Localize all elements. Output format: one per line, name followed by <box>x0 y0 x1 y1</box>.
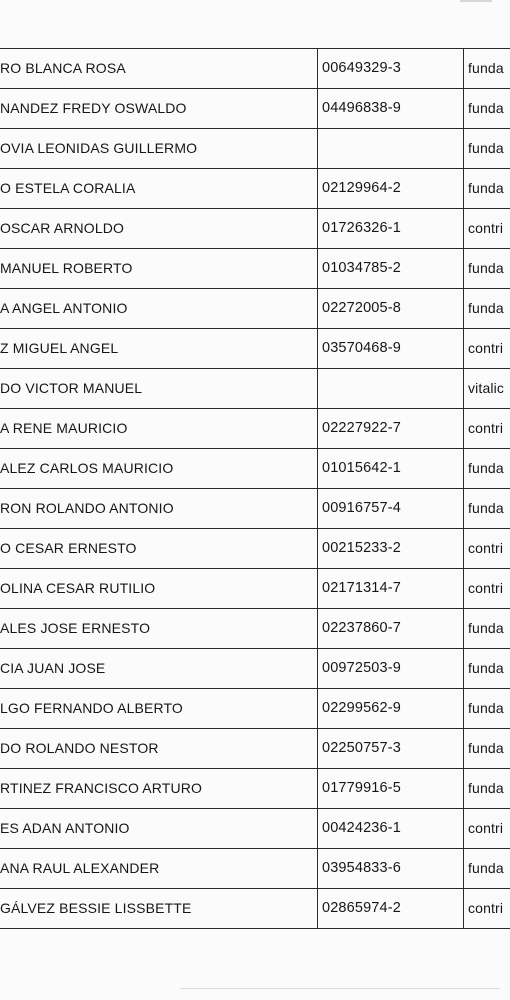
member-name-cell: ALES JOSE ERNESTO <box>0 609 318 649</box>
member-type-cell: contri <box>464 889 510 929</box>
member-name-cell: ALEZ CARLOS MAURICIO <box>0 449 318 489</box>
member-name-cell: OSCAR ARNOLDO <box>0 209 318 249</box>
member-type-cell: funda <box>464 449 510 489</box>
member-type-cell: funda <box>464 849 510 889</box>
member-type-cell: funda <box>464 649 510 689</box>
member-name-cell: RO BLANCA ROSA <box>0 49 318 89</box>
table-row <box>0 169 510 209</box>
table-row <box>0 649 510 689</box>
member-name-cell: NANDEZ FREDY OSWALDO <box>0 89 318 129</box>
page-bottom-scan-line <box>180 988 500 989</box>
member-type-cell: contri <box>464 409 510 449</box>
table-row <box>0 409 510 449</box>
member-code-cell: 00424236-1 <box>318 809 464 849</box>
member-name-cell: A RENE MAURICIO <box>0 409 318 449</box>
member-name-cell: A ANGEL ANTONIO <box>0 289 318 329</box>
table-row <box>0 609 510 649</box>
member-type-cell: funda <box>464 89 510 129</box>
table-row <box>0 849 510 889</box>
member-name-cell: ES ADAN ANTONIO <box>0 809 318 849</box>
member-code-cell <box>318 129 464 169</box>
member-type-cell: contri <box>464 809 510 849</box>
table-row <box>0 89 510 129</box>
member-code-cell: 02171314-7 <box>318 569 464 609</box>
member-type-cell: funda <box>464 609 510 649</box>
member-name-cell: RTINEZ FRANCISCO ARTURO <box>0 769 318 809</box>
member-name-cell: MANUEL ROBERTO <box>0 249 318 289</box>
member-code-cell: 02227922-7 <box>318 409 464 449</box>
member-type-cell: funda <box>464 729 510 769</box>
table-row <box>0 289 510 329</box>
member-code-cell: 02129964-2 <box>318 169 464 209</box>
member-code-cell <box>318 369 464 409</box>
member-name-cell: DO VICTOR MANUEL <box>0 369 318 409</box>
table-row <box>0 329 510 369</box>
member-name-cell: ANA RAUL ALEXANDER <box>0 849 318 889</box>
member-name-cell: LGO FERNANDO ALBERTO <box>0 689 318 729</box>
table-row <box>0 209 510 249</box>
member-code-cell: 02299562-9 <box>318 689 464 729</box>
member-code-cell: 01034785-2 <box>318 249 464 289</box>
page-edge-mark <box>460 0 492 2</box>
table-row <box>0 529 510 569</box>
table-row <box>0 49 510 89</box>
member-code-cell: 01779916-5 <box>318 769 464 809</box>
member-name-cell: O CESAR ERNESTO <box>0 529 318 569</box>
member-code-cell: 00916757-4 <box>318 489 464 529</box>
member-code-cell: 02237860-7 <box>318 609 464 649</box>
member-type-cell: funda <box>464 49 510 89</box>
member-name-cell: OVIA LEONIDAS GUILLERMO <box>0 129 318 169</box>
table-row <box>0 689 510 729</box>
member-type-cell: funda <box>464 489 510 529</box>
member-code-cell: 02272005-8 <box>318 289 464 329</box>
member-code-cell: 02865974-2 <box>318 889 464 929</box>
table-row <box>0 569 510 609</box>
member-type-cell: funda <box>464 169 510 209</box>
member-type-cell: contri <box>464 209 510 249</box>
member-code-cell: 00972503-9 <box>318 649 464 689</box>
table-row <box>0 729 510 769</box>
table-row <box>0 769 510 809</box>
member-name-cell: RON ROLANDO ANTONIO <box>0 489 318 529</box>
member-name-cell: O ESTELA CORALIA <box>0 169 318 209</box>
member-type-cell: contri <box>464 529 510 569</box>
member-code-cell: 02250757-3 <box>318 729 464 769</box>
member-type-cell: funda <box>464 769 510 809</box>
table-row <box>0 809 510 849</box>
member-name-cell: GÁLVEZ BESSIE LISSBETTE <box>0 889 318 929</box>
member-code-cell: 01015642-1 <box>318 449 464 489</box>
member-type-cell: vitalic <box>464 369 510 409</box>
member-table <box>0 48 510 929</box>
table-row <box>0 449 510 489</box>
member-type-cell: contri <box>464 569 510 609</box>
table-row <box>0 249 510 289</box>
table-row <box>0 129 510 169</box>
member-name-cell: OLINA CESAR RUTILIO <box>0 569 318 609</box>
member-table-body <box>0 49 510 929</box>
member-code-cell: 04496838-9 <box>318 89 464 129</box>
member-type-cell: funda <box>464 289 510 329</box>
table-row <box>0 369 510 409</box>
member-type-cell: funda <box>464 129 510 169</box>
member-code-cell: 03570468-9 <box>318 329 464 369</box>
member-code-cell: 00649329-3 <box>318 49 464 89</box>
table-row <box>0 489 510 529</box>
member-name-cell: Z MIGUEL ANGEL <box>0 329 318 369</box>
member-type-cell: funda <box>464 689 510 729</box>
member-name-cell: DO ROLANDO NESTOR <box>0 729 318 769</box>
member-name-cell: CIA JUAN JOSE <box>0 649 318 689</box>
member-code-cell: 01726326-1 <box>318 209 464 249</box>
member-type-cell: contri <box>464 329 510 369</box>
member-code-cell: 03954833-6 <box>318 849 464 889</box>
member-code-cell: 00215233-2 <box>318 529 464 569</box>
table-row <box>0 889 510 929</box>
member-type-cell: funda <box>464 249 510 289</box>
